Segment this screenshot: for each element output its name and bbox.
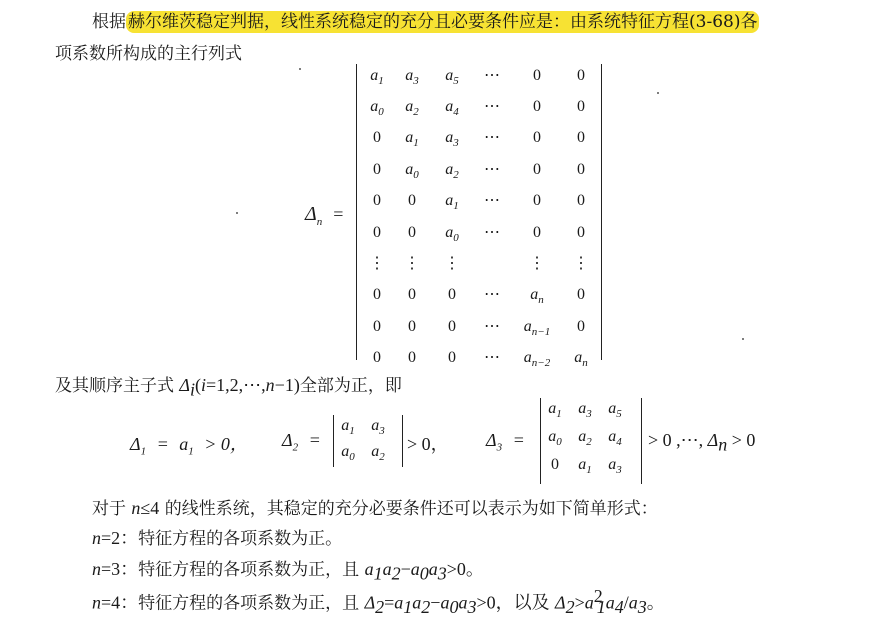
matrix-cell: $a_3$: [405, 67, 419, 88]
matrix-cell: $a_n$: [530, 286, 544, 307]
matrix-cell: 0: [448, 318, 456, 335]
matrix-cell: ⋮: [444, 255, 460, 272]
matrix-cell: 0: [577, 98, 585, 115]
delta2-determinant: [333, 415, 403, 467]
main-determinant-grid: [357, 64, 601, 370]
matrix-cell: $a_4$: [608, 428, 622, 449]
matrix-cell: 0: [577, 318, 585, 335]
matrix-cell: $a_2$: [405, 98, 419, 119]
matrix-cell: ⋯: [484, 98, 500, 115]
matrix-cell: $a_1$: [548, 400, 562, 421]
delta3-determinant: [540, 398, 642, 484]
matrix-cell: $a_{n-1}$: [523, 318, 551, 339]
paragraph-n-le-4: 对于 n≤4 的线性系统，其稳定的充分必要条件还可以表示为如下简单形式：: [92, 498, 658, 519]
text-genju: 根据: [92, 12, 126, 32]
matrix-cell: 0: [533, 67, 541, 84]
matrix-cell: ⋯: [484, 286, 500, 303]
matrix-cell: ⋮: [573, 255, 589, 272]
matrix-cell: $a_2$: [578, 428, 592, 449]
matrix-cell: 0: [533, 224, 541, 241]
matrix-cell: $a_0$: [548, 428, 562, 449]
matrix-cell: $a_1$: [445, 192, 459, 213]
matrix-cell: 0: [408, 192, 416, 209]
matrix-cell: 0: [373, 192, 381, 209]
matrix-cell: 0: [408, 286, 416, 303]
matrix-cell: ⋮: [404, 255, 420, 272]
matrix-cell: $a_1$: [370, 67, 384, 88]
matrix-cell: 0: [551, 456, 559, 473]
matrix-cell: 0: [373, 129, 381, 146]
matrix-cell: 0: [577, 286, 585, 303]
matrix-cell: ⋯: [484, 318, 500, 335]
matrix-cell: $a_3$: [445, 129, 459, 150]
main-determinant: [356, 64, 602, 370]
case-n-4: n=4：特征方程的各项系数为正，且 $\Delta_2=a_1a_2-a_0a_3>0$，以及 $\Delta_2>a^2_1a_4/a_3$。: [92, 586, 665, 618]
matrix-cell: ⋮: [369, 255, 385, 272]
matrix-cell: 0: [533, 192, 541, 209]
matrix-cell: $a_2$: [371, 443, 385, 464]
matrix-cell: 0: [448, 349, 456, 366]
matrix-cell: $a_3$: [578, 400, 592, 421]
matrix-cell: ⋯: [484, 129, 500, 146]
delta2-gt: > 0，: [407, 434, 449, 454]
matrix-cell: 0: [533, 161, 541, 178]
highlighted-text: 赫尔维茨稳定判据，线性系统稳定的充分且必要条件应是：由系统特征方程(3-68)各: [128, 12, 758, 32]
matrix-cell: 0: [408, 318, 416, 335]
scan-speck: [742, 338, 744, 340]
matrix-cell: $a_4$: [445, 98, 459, 119]
delta2-label: $\Delta_2$ =: [282, 430, 321, 454]
paragraph-line-2: 项系数所构成的主行列式: [55, 44, 242, 64]
matrix-cell: $a_1$: [341, 417, 355, 438]
matrix-cell: 0: [577, 129, 585, 146]
matrix-cell: $a_n$: [574, 349, 588, 370]
matrix-cell: $a_1$: [578, 456, 592, 477]
delta3-label: $\Delta_3$ =: [486, 430, 525, 454]
matrix-cell: 0: [577, 192, 585, 209]
matrix-cell: 0: [373, 161, 381, 178]
matrix-cell: $a_3$: [608, 456, 622, 477]
matrix-cell: $a_0$: [370, 98, 384, 119]
matrix-cell: 0: [373, 286, 381, 303]
delta3-tail: > 0 ,⋯, $\Delta_n > 0$: [648, 430, 756, 455]
matrix-cell: $a_3$: [371, 417, 385, 438]
scan-speck: [299, 68, 301, 70]
matrix-cell: 0: [448, 286, 456, 303]
case-n-2: n=2：特征方程的各项系数为正。: [92, 528, 343, 549]
matrix-cell: 0: [373, 349, 381, 366]
matrix-cell: ⋯: [484, 67, 500, 84]
delta1-expression: $\Delta_1 = a_1 > 0$，: [130, 434, 248, 458]
matrix-cell: $a_0$: [405, 161, 419, 182]
matrix-cell: 0: [577, 224, 585, 241]
matrix-cell: 0: [533, 129, 541, 146]
matrix-cell: 0: [373, 318, 381, 335]
sentence-minors-positive: 及其顺序主子式 $\Delta_i(i=1,2,\cdots,n-1)$全部为正，即: [55, 375, 402, 400]
matrix-cell: ⋯: [484, 224, 500, 241]
matrix-cell: ⋯: [484, 161, 500, 178]
matrix-cell: $a_{n-2}$: [523, 349, 551, 370]
matrix-cell: $a_5$: [608, 400, 622, 421]
paragraph-line-1: [92, 7, 759, 32]
matrix-cell: 0: [408, 349, 416, 366]
matrix-cell: $a_2$: [445, 161, 459, 182]
delta-n-label: $\Delta_n$ =: [305, 203, 344, 228]
matrix-cell: ⋯: [484, 349, 500, 366]
scan-speck: [236, 212, 238, 214]
matrix-cell: 0: [577, 161, 585, 178]
matrix-cell: 0: [373, 224, 381, 241]
matrix-cell: $a_5$: [445, 67, 459, 88]
scan-speck: [657, 92, 659, 94]
matrix-cell: $a_0$: [341, 443, 355, 464]
matrix-cell: 0: [577, 67, 585, 84]
matrix-cell: 0: [533, 98, 541, 115]
case-n-3: n=3：特征方程的各项系数为正，且 $a_1a_2-a_0a_3>0$。: [92, 559, 484, 584]
matrix-cell: ⋯: [484, 192, 500, 209]
matrix-cell: $a_0$: [445, 224, 459, 245]
matrix-cell: $a_1$: [405, 129, 419, 150]
matrix-cell: ⋮: [529, 255, 545, 272]
matrix-cell: 0: [408, 224, 416, 241]
